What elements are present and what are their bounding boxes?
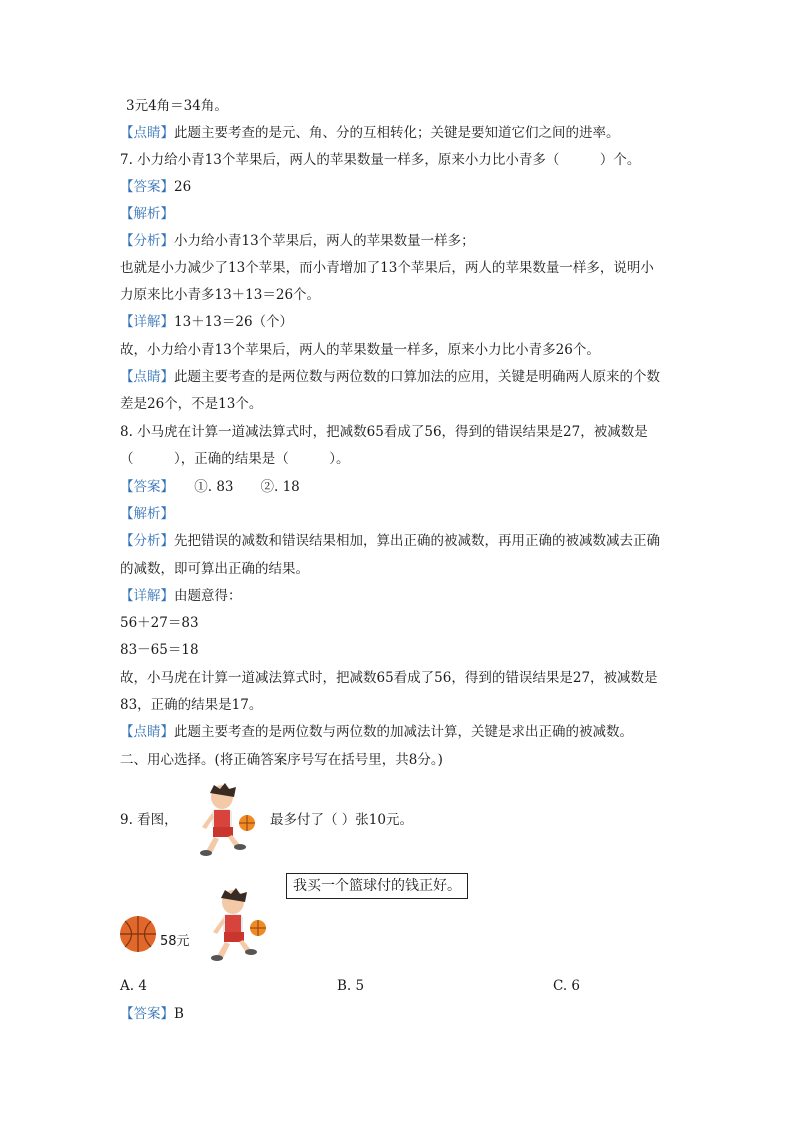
line-15: 【答案】 ①. 83 ②. 18: [120, 479, 300, 495]
line-13: 8. 小马虎在计算一道减法算式时，把减数65看成了56，得到的错误结果是27，被减数是: [120, 424, 648, 440]
option-c[interactable]: C. 6: [553, 978, 581, 994]
q9-prefix: 9. 看图，: [120, 812, 178, 828]
line-21: 83－65＝18: [120, 642, 199, 658]
line-16: 【解析】: [120, 506, 174, 522]
line-19: 【详解】由题意得：: [120, 588, 242, 604]
line-10: 故，小力给小青13个苹果后，两人的苹果数量一样多，原来小力比小青多26个。: [120, 342, 600, 358]
line-14: （ ），正确的结果是（ ）。: [120, 451, 350, 467]
line-9: 【详解】13＋13＝26（个）: [120, 314, 294, 330]
line-3: 7. 小力给小青13个苹果后，两人的苹果数量一样多，原来小力比小青多（ ）个。: [120, 152, 641, 168]
basketball-icon: [118, 914, 158, 954]
line-23: 83，正确的结果是17。: [120, 697, 263, 713]
line-4: 【答案】26: [120, 179, 192, 195]
basketball-boy-illustration-2: [203, 888, 271, 963]
line-6: 【分析】小力给小青13个苹果后，两人的苹果数量一样多；: [120, 233, 475, 249]
line-20: 56＋27＝83: [120, 615, 199, 631]
line-7: 也就是小力减少了13个苹果，而小青增加了13个苹果后，两人的苹果数量一样多，说明小: [120, 260, 654, 276]
line-11: 【点睛】此题主要考查的是两位数与两位数的口算加法的应用，关键是明确两人原来的个数: [120, 369, 660, 385]
q9-suffix: 最多付了（ ）张10元。: [270, 812, 413, 828]
line-12: 差是26个，不是13个。: [120, 396, 263, 412]
line-17: 【分析】先把错误的减数和错误结果相加，算出正确的被减数，再用正确的被减数减去正确: [120, 533, 660, 549]
line-22: 故，小马虎在计算一道减法算式时，把减数65看成了56，得到的错误结果是27，被减数是: [120, 670, 658, 686]
line-5: 【解析】: [120, 206, 174, 222]
line-8: 力原来比小青多13＋13＝26个。: [120, 287, 321, 303]
price-label: 58元: [160, 934, 190, 949]
line-2: 【点睛】此题主要考查的是元、角、分的互相转化；关键是要知道它们之间的进率。: [120, 125, 620, 141]
speech-bubble: 我买一个篮球付的钱正好。: [286, 873, 468, 899]
line-24: 【点睛】此题主要考查的是两位数与两位数的加减法计算，关键是求出正确的被减数。: [120, 724, 633, 740]
line-1: 3元4角＝34角。: [126, 98, 228, 114]
section-heading: 二、用心选择。(将正确答案序号写在括号里，共8分。): [120, 752, 443, 768]
option-a[interactable]: A. 4: [120, 978, 147, 994]
q9-answer: 【答案】B: [120, 1006, 184, 1022]
option-b[interactable]: B. 5: [337, 978, 365, 994]
line-18: 的减数，即可算出正确的结果。: [120, 561, 309, 577]
basketball-boy-illustration: [192, 783, 260, 858]
